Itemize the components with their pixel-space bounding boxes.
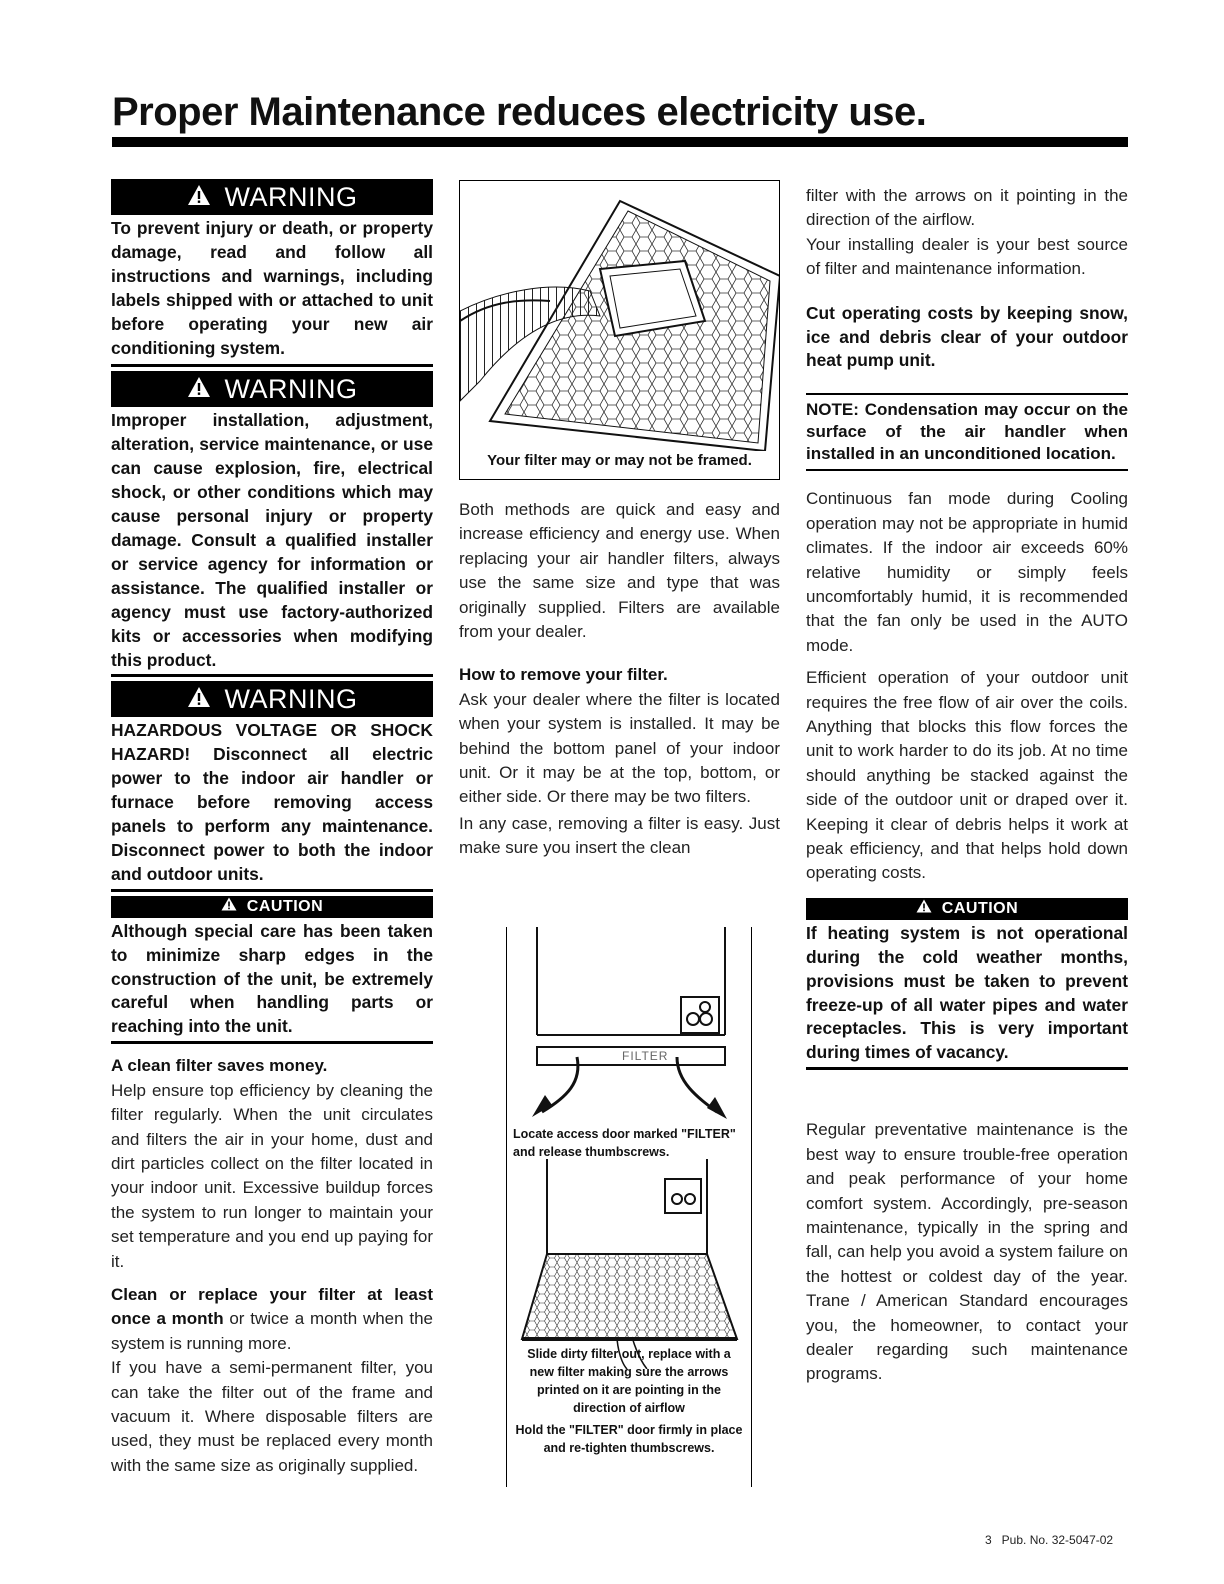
figure-caption: Locate access door marked "FILTER" and release thumbscrews. xyxy=(513,1127,736,1159)
warning-triangle-icon xyxy=(187,182,211,213)
access-door-illustration xyxy=(507,927,751,1127)
caution-banner xyxy=(111,896,433,918)
paragraph: In any case, removing a filter is easy. Just make sure you insert the clean xyxy=(459,813,780,858)
section-heading: How to remove your filter. xyxy=(459,665,668,685)
column-right xyxy=(806,184,1128,1387)
door-label: FILTER xyxy=(622,1049,669,1063)
caution-banner xyxy=(806,898,1128,920)
paragraph: Ask your dealer where the filter is located when your system is installed. It may be behind the bottom panel of your indoor unit. Or it may be at the top, bottom, or either side. Or there may be two filters. xyxy=(459,689,780,807)
bold-phrase: Clean or replace your filter at least once a month xyxy=(111,1284,433,1329)
warning-label: WARNING xyxy=(224,683,358,714)
cut-costs-tip: Cut operating costs by keeping snow, ice and debris clear of your outdoor heat pump unit. xyxy=(806,302,1128,396)
filter-figure xyxy=(459,180,780,480)
filter-steps-figure xyxy=(506,927,752,1487)
figure-caption: Slide dirty filter out, replace with a new filter making sure the arrows printed on it are pointing in the direction of airflow xyxy=(527,1347,731,1415)
paragraph: Continuous fan mode during Cooling operation may not be appropriate in humid climates. If the indoor air exceeds 60% relative humidity or simply feels uncomfortably humid, it is recommended that the fan only be used in the AUTO mode. xyxy=(806,489,1128,655)
warning-text: To prevent injury or death, or property damage, read and follow all instructions and warnings, including labels shipped with or attached to unit before operating your new air conditioning system. xyxy=(111,217,433,367)
figure-caption: Hold the "FILTER" door firmly in place and re-tighten thumbscrews. xyxy=(515,1423,743,1455)
note-text: NOTE: Condensation may occur on the surface of the air handler when installed in an unconditioned location. xyxy=(806,399,1128,471)
caution-triangle-icon xyxy=(916,899,932,918)
paragraph-rest: or twice a month when the system is running more. xyxy=(111,1309,433,1353)
warning-text: HAZARDOUS VOLTAGE OR SHOCK HAZARD! Disconnect all electric power to the indoor air handler or furnace before removing access panels to perform any maintenance. Disconnect power to both the indoor and outdoor units. xyxy=(111,719,433,891)
paragraph: Regular preventative maintenance is the best way to ensure trouble-free operation and peak performance of your home comfort system. Accordingly, pre-season maintenance, typically in the spring and fall, can help you avoid a system failure on the hottest or coldest day of the year. Trane / American Standard encourages you, the homeowner, to contact your dealer regarding such maintenance programs. xyxy=(806,1120,1128,1384)
column-middle xyxy=(459,180,780,1455)
warning-text: Improper installation, adjustment, alteration, service maintenance, or use can cause explosion, fire, electrical shock, or other conditions which may cause personal injury or property damage. Consult a qualified installer or service agency for information or assistance. The qualified installer or agency must use factory-authorized kits or accessories when modifying this product. xyxy=(111,409,433,677)
paragraph: Your installing dealer is your best source of filter and maintenance information. xyxy=(806,234,1128,279)
warning-banner xyxy=(111,179,433,215)
vacuum-filter-illustration xyxy=(460,181,779,451)
page-title: Proper Maintenance reduces electricity use. xyxy=(112,90,927,134)
figure-caption: Your filter may or may not be framed. xyxy=(487,452,752,469)
caution-triangle-icon xyxy=(221,897,237,916)
caution-label: CAUTION xyxy=(246,897,324,915)
slide-filter-illustration xyxy=(507,1159,751,1369)
warning-label: WARNING xyxy=(224,181,358,212)
section-heading: A clean filter saves money. xyxy=(111,1056,328,1076)
warning-banner xyxy=(111,371,433,407)
column-left xyxy=(111,179,433,1478)
paragraph: Efficient operation of your outdoor unit requires the free flow of air over the coils. Anything that blocks this flow forces the unit to work harder to do its job. At no time should anything be stacked against the side of the outdoor unit or draped over it. Keeping it clear of debris helps it work at peak efficiency, and that helps hold down operating costs. xyxy=(806,668,1128,883)
warning-triangle-icon xyxy=(187,374,211,405)
title-rule xyxy=(112,137,1128,147)
caution-text: If heating system is not operational during the cold weather months, provisions must be taken to prevent freeze-up of all water pipes and water receptacles. This is very important during times of vacancy. xyxy=(806,922,1128,1070)
page-footer: 3 Pub. No. 32-5047-02 xyxy=(985,1533,1114,1547)
paragraph: Both methods are quick and easy and increase efficiency and energy use. When replacing your air handler filters, always use the same size and type that was originally supplied. Filters are available from your dealer. xyxy=(459,500,780,642)
paragraph: filter with the arrows on it pointing in the direction of the airflow. xyxy=(806,186,1128,230)
caution-text: Although special care has been taken to minimize sharp edges in the construction of the unit, be extremely careful when handling parts or reaching into the unit. xyxy=(111,920,433,1045)
warning-label: WARNING xyxy=(224,373,358,404)
caution-label: CAUTION xyxy=(941,899,1019,917)
warning-banner xyxy=(111,681,433,717)
paragraph xyxy=(111,1283,433,1356)
warning-triangle-icon xyxy=(187,684,211,715)
paragraph: Help ensure top efficiency by cleaning the filter regularly. When the unit circulates and filters the air in your home, dust and dirt particles collect on the filter located in your indoor unit. Excessive buildup forces the system to run longer to maintain your set temperature and you end up paying for it. xyxy=(111,1080,433,1271)
paragraph: If you have a semi-permanent filter, you can take the filter out of the frame and vacuum it. Where disposable filters are used, they must be replaced every month with the same size as originally supplied. xyxy=(111,1358,433,1475)
